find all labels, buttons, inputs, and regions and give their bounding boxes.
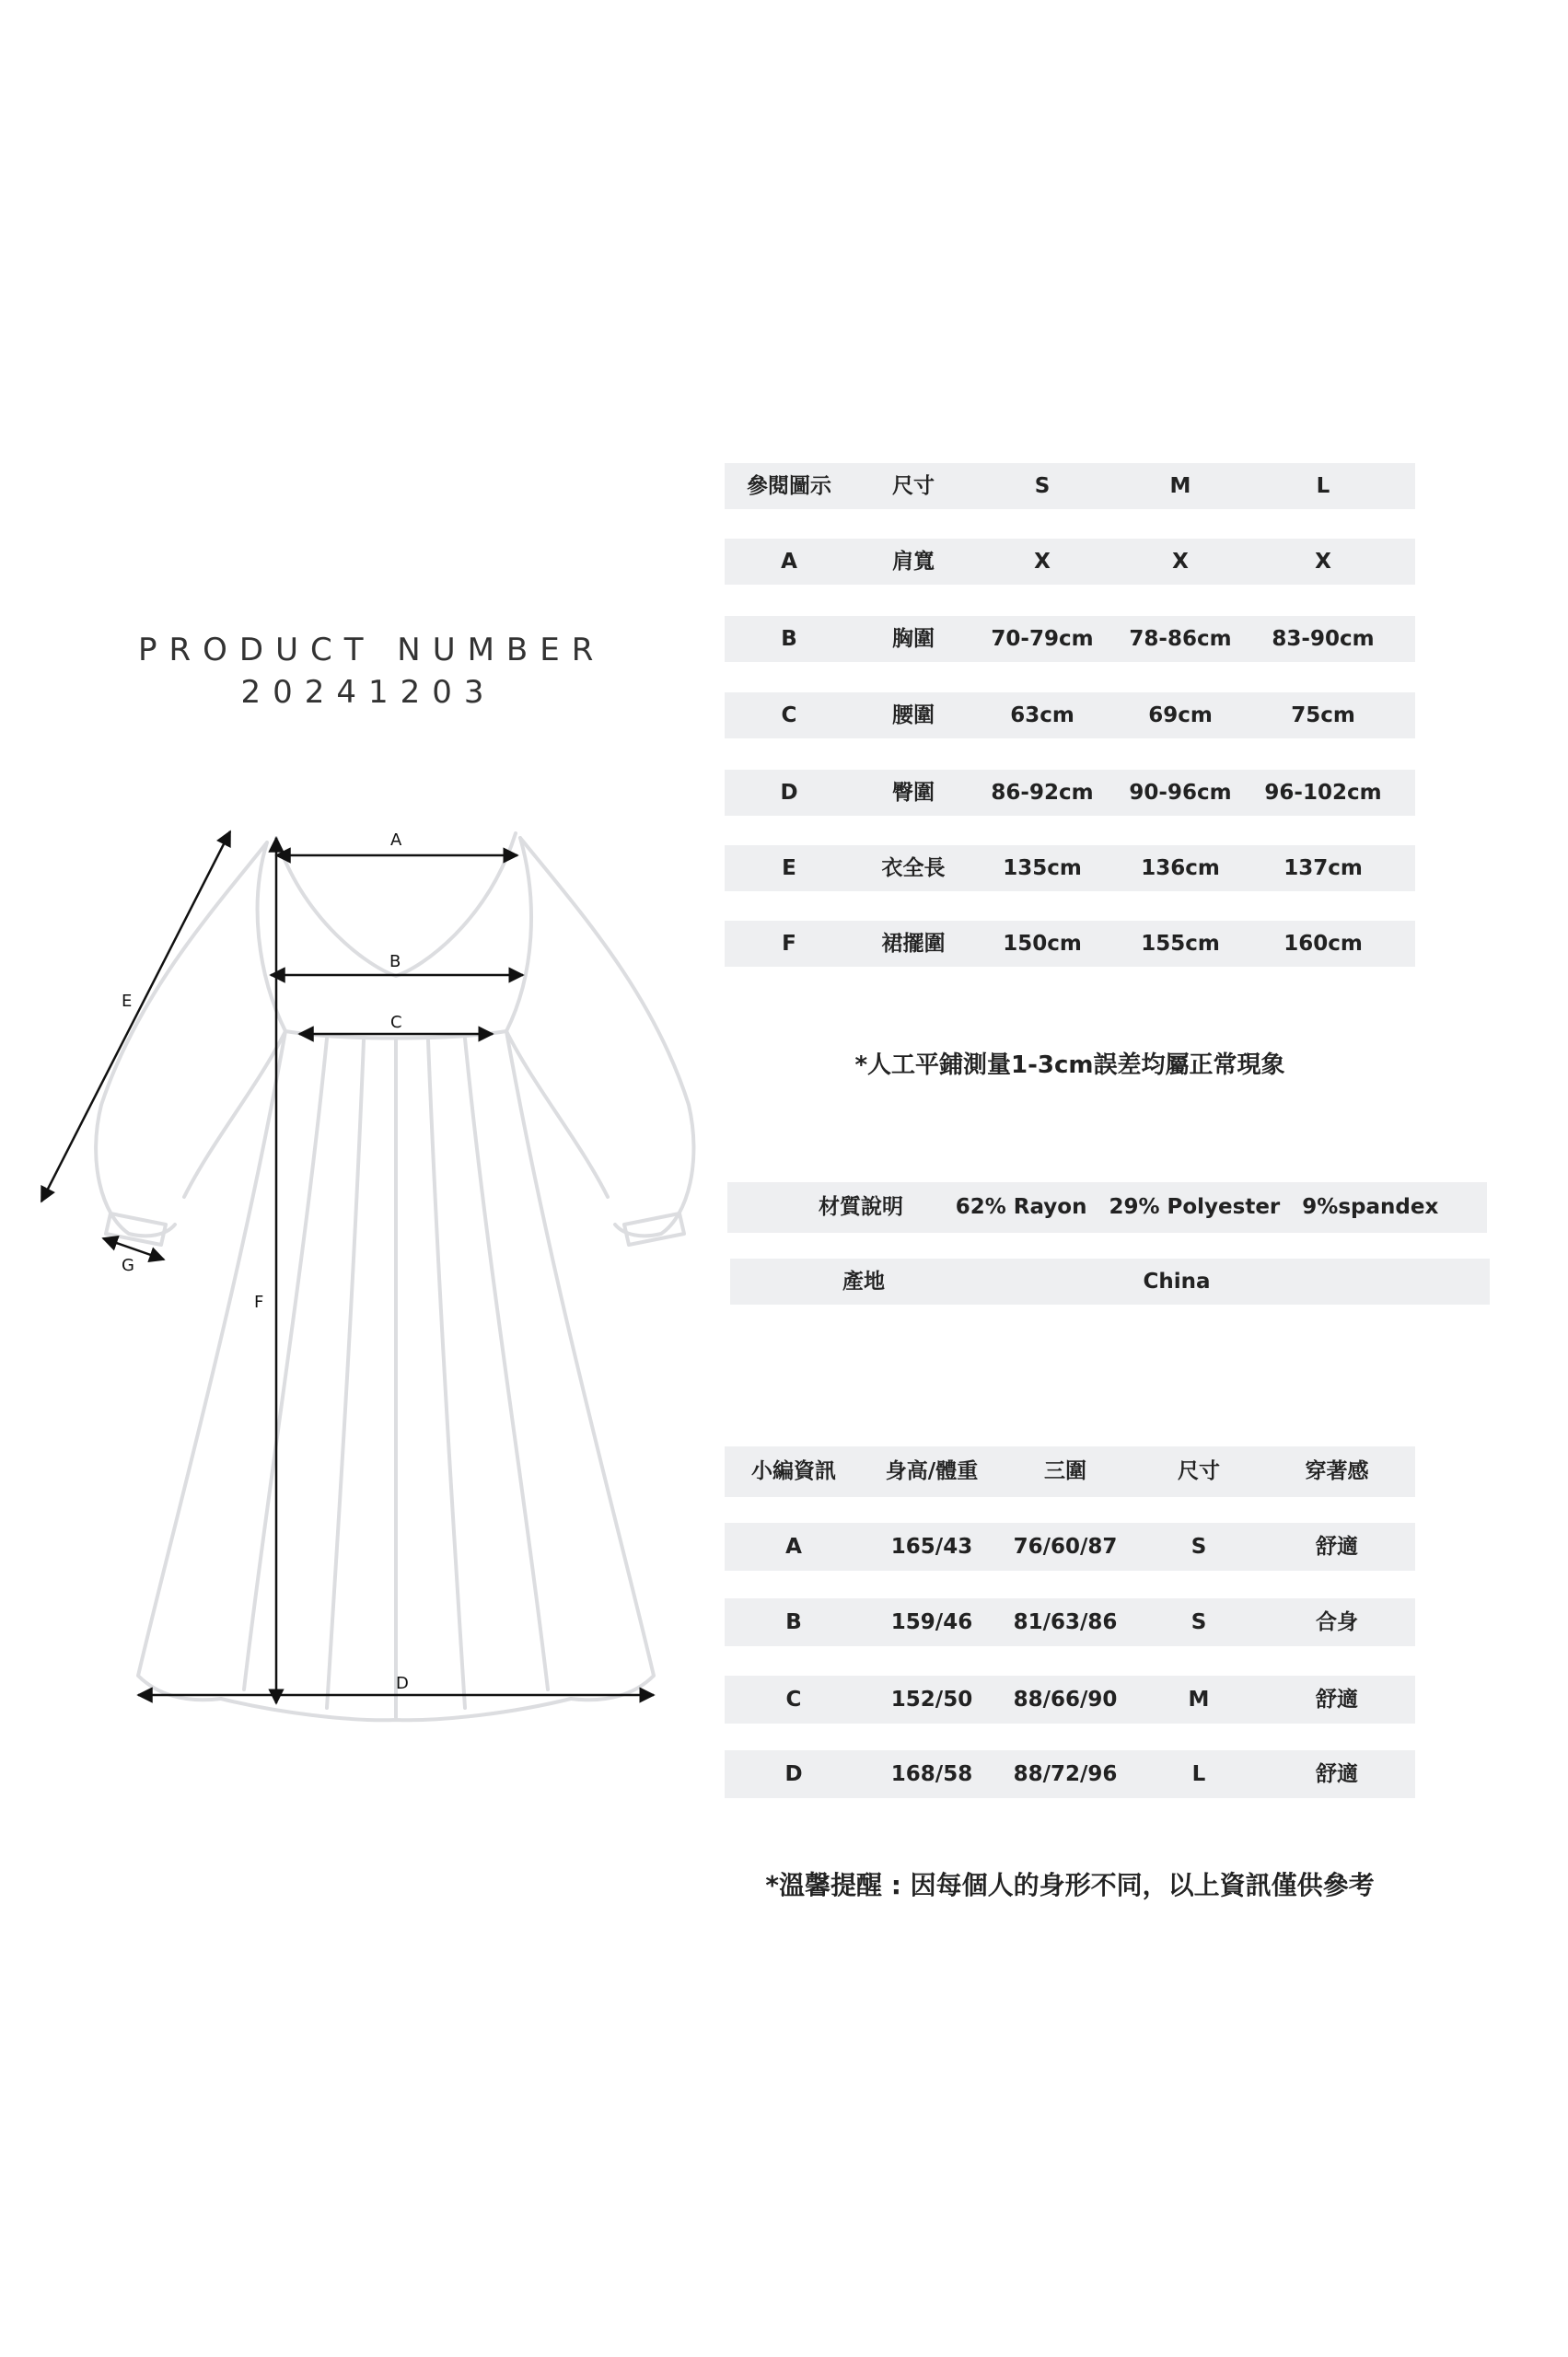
size-cell: 75cm [1291,703,1355,727]
diagram-label-f: F [254,1293,264,1312]
model-cell: 舒適 [1316,1688,1358,1712]
size-cell: 83-90cm [1272,627,1375,651]
model-table-row [725,1523,1415,1571]
size-cell: X [1034,550,1051,574]
model-cell: 88/66/90 [1013,1688,1118,1712]
model-cell: 88/72/96 [1013,1762,1118,1786]
model-table-row [725,1676,1415,1724]
model-cell: S [1191,1610,1207,1634]
origin-value: China [1143,1270,1211,1294]
model-header-cell: 三圍 [1044,1459,1086,1483]
size-cell: 70-79cm [991,627,1094,651]
size-table-row [725,692,1415,738]
size-cell: 155cm [1141,932,1220,956]
size-cell: 78-86cm [1129,627,1232,651]
material-value: 62% Rayon 29% Polyester 9%spandex [955,1195,1439,1219]
size-cell: 腰圍 [892,703,935,727]
material-row [727,1182,1487,1233]
material-label: 材質說明 [819,1195,903,1219]
model-cell: A [785,1535,802,1559]
model-cell: 152/50 [890,1688,973,1712]
size-cell: 150cm [1003,932,1082,956]
model-cell: 165/43 [890,1535,973,1559]
size-table-row [725,616,1415,662]
size-cell: F [782,932,796,956]
size-cell: 90-96cm [1129,781,1232,805]
diagram-label-a: A [390,830,402,850]
model-cell: 81/63/86 [1013,1610,1118,1634]
size-cell: A [781,550,797,574]
size-table-row [725,845,1415,891]
size-cell: 肩寬 [892,550,935,574]
size-cell: 臀圍 [892,781,935,805]
model-cell: M [1188,1688,1210,1712]
origin-label: 產地 [842,1270,885,1294]
model-header-cell: 尺寸 [1178,1459,1220,1483]
size-cell: E [782,856,796,880]
model-cell: B [785,1610,802,1634]
size-cell: 63cm [1010,703,1074,727]
size-header-cell: 尺寸 [892,474,935,498]
diagram-label-e: E [122,992,133,1011]
size-cell: 裙擺圍 [881,932,946,956]
diagram-label-d: D [396,1674,409,1693]
model-header-cell: 穿著感 [1305,1459,1369,1483]
size-header-cell: M [1169,474,1191,498]
size-cell: D [780,781,798,805]
dress-measurement-diagram [0,0,727,1749]
size-cell: 86-92cm [991,781,1094,805]
model-cell: D [784,1762,803,1786]
product-number-label: PRODUCT NUMBER [138,632,606,668]
model-cell: S [1191,1535,1207,1559]
model-table-header [725,1446,1415,1497]
size-table-header [725,463,1415,509]
size-cell: X [1315,550,1331,574]
size-cell: 135cm [1003,856,1082,880]
model-cell: L [1191,1762,1206,1786]
model-cell: 舒適 [1316,1762,1358,1786]
diagram-label-c: C [390,1013,402,1032]
size-header-cell: L [1316,474,1330,498]
product-number-value: 20241203 [240,674,496,711]
measurement-note: *人工平鋪測量1-3cm誤差均屬正常現象 [854,1051,1285,1079]
size-header-cell: S [1034,474,1051,498]
model-cell: 159/46 [890,1610,973,1634]
size-table-row [725,539,1415,585]
model-cell: 76/60/87 [1013,1535,1118,1559]
model-cell: 舒適 [1316,1535,1358,1559]
size-cell: 69cm [1148,703,1213,727]
size-cell: 胸圍 [892,627,935,651]
origin-row [730,1259,1490,1305]
model-header-cell: 小編資訊 [751,1459,836,1483]
size-table-row [725,770,1415,816]
model-table-row [725,1598,1415,1646]
size-cell: 136cm [1141,856,1220,880]
model-header-cell: 身高/體重 [885,1459,979,1483]
model-cell: 合身 [1316,1610,1358,1634]
diagram-label-g: G [122,1256,134,1275]
size-cell: 96-102cm [1264,781,1382,805]
size-cell: 衣全長 [881,856,946,880]
size-cell: 160cm [1283,932,1363,956]
size-cell: C [781,703,797,727]
size-table-row [725,921,1415,967]
size-header-cell: 參閱圖示 [747,474,831,498]
size-cell: 137cm [1283,856,1363,880]
model-cell: 168/58 [890,1762,973,1786]
size-cell: X [1172,550,1189,574]
reminder-note: *溫馨提醒 : 因每個人的身形不同，以上資訊僅供參考 [765,1870,1375,1900]
model-cell: C [785,1688,802,1712]
diagram-label-b: B [389,952,401,971]
size-cell: B [781,627,797,651]
model-table-row [725,1750,1415,1798]
